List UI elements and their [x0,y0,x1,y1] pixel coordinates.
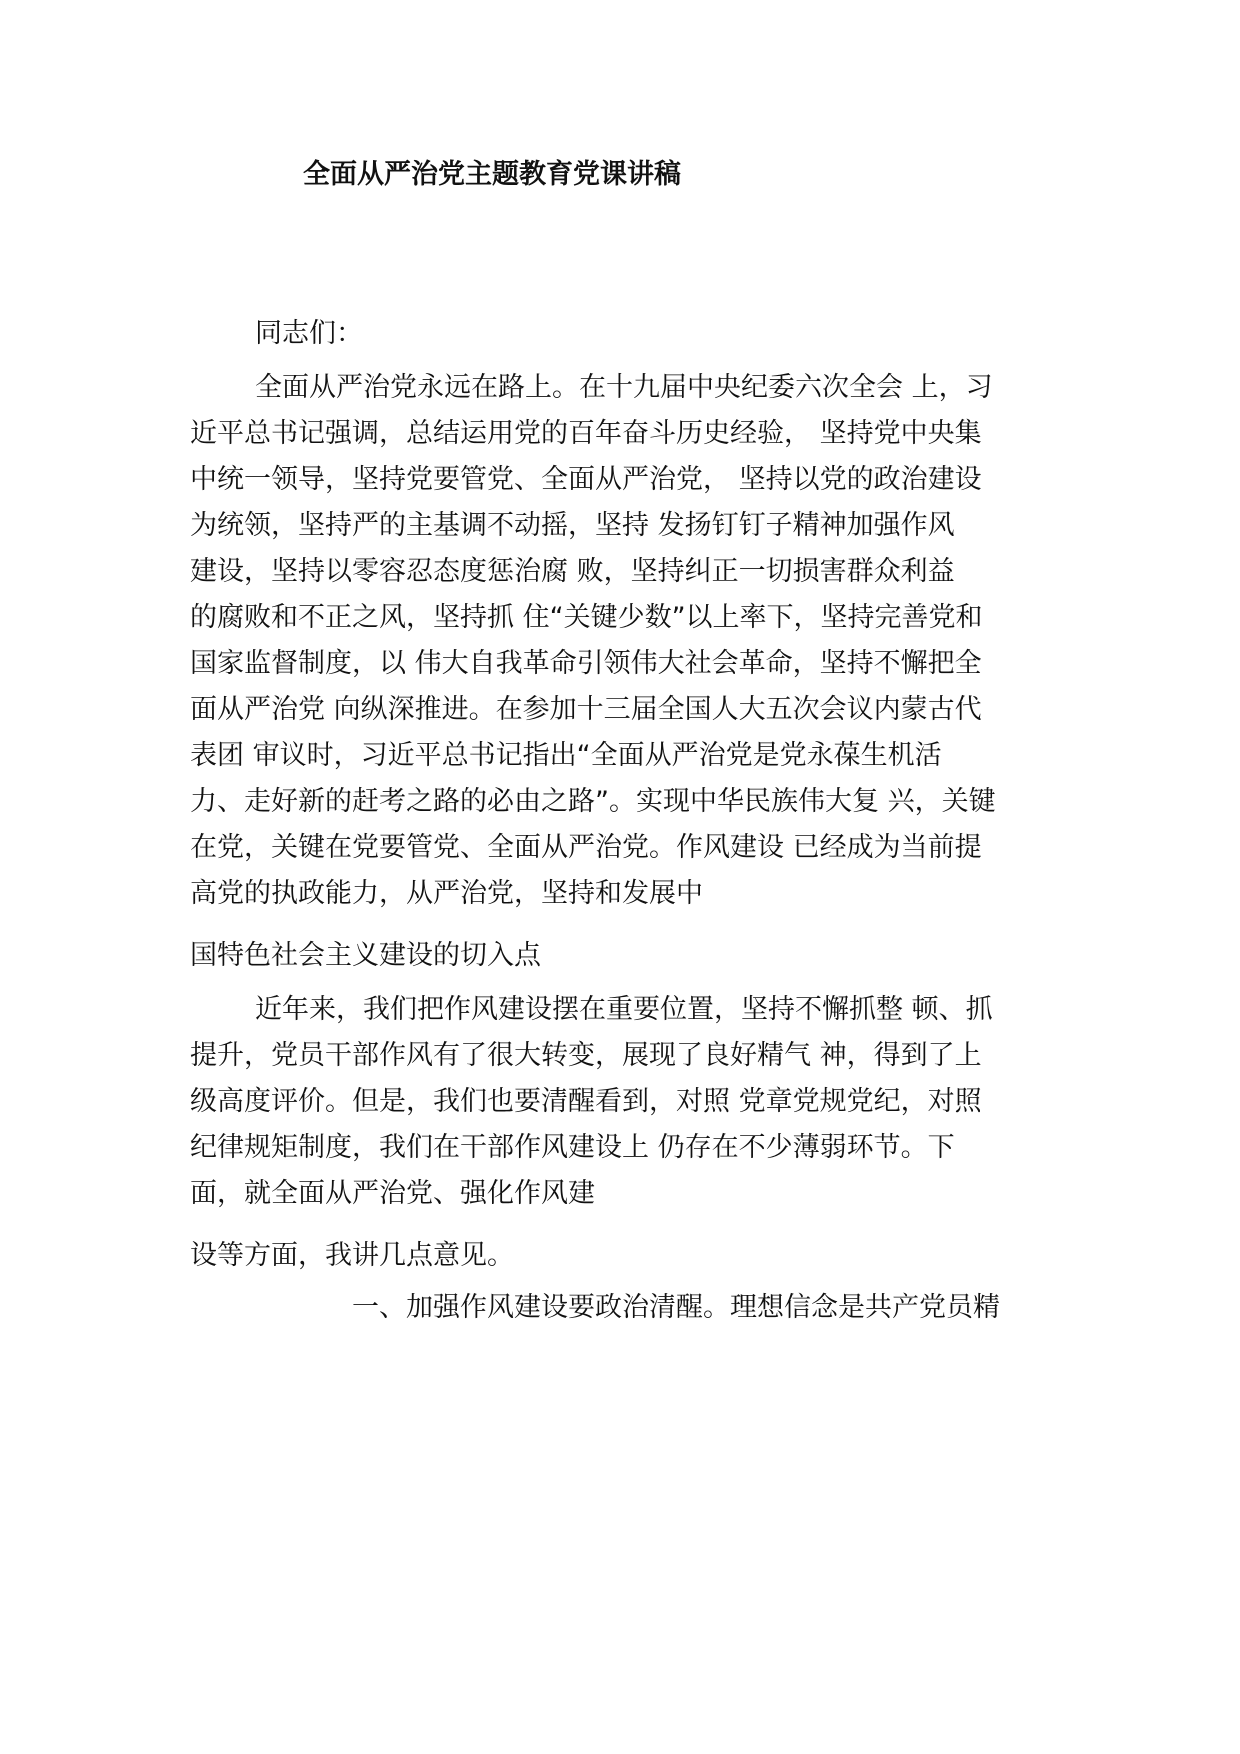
paragraph-line: 的腐败和不正之风，坚持抓 住“关键少数”以上率下，坚持完善党和 [190,602,983,633]
paragraph-line: 全面从严治党永远在路上。在十九届中央纪委六次全会 上，习 [255,372,993,403]
paragraph-line: 高党的执政能力，从严治党，坚持和发展中 [190,878,703,909]
section-heading-line: 一、加强作风建设要政治清醒。理想信念是共产党员精 [352,1292,1000,1323]
salutation: 同志们： [255,318,363,349]
paragraph-line: 在党，关键在党要管党、全面从严治党。作风建设 已经成为当前提 [190,832,982,863]
paragraph-line: 提升，党员干部作风有了很大转变，展现了良好精气 神，得到了上 [190,1040,982,1071]
paragraph-line: 近年来，我们把作风建设摆在重要位置，坚持不懈抓整 顿、抓 [255,994,993,1025]
paragraph-line: 为统领，坚持严的主基调不动摇，坚持 发扬钉钉子精神加强作风 [190,510,955,541]
paragraph-line: 中统一领导，坚持党要管党、全面从严治党， 坚持以党的政治建设 [190,464,982,495]
paragraph-line: 国特色社会主义建设的切入点 [190,940,541,971]
paragraph-line: 近平总书记强调，总结运用党的百年奋斗历史经验， 坚持党中央集 [190,418,982,449]
paragraph-line: 面从严治党 向纵深推进。在参加十三届全国人大五次会议内蒙古代 [190,694,982,725]
paragraph-line: 面，就全面从严治党、强化作风建 [190,1178,595,1209]
document-title: 全面从严治党主题教育党课讲稿 [303,159,681,190]
paragraph-line: 设等方面，我讲几点意见。 [190,1240,514,1271]
paragraph-line: 纪律规矩制度，我们在干部作风建设上 仍存在不少薄弱环节。下 [190,1132,955,1163]
paragraph-line: 表团 审议时，习近平总书记指出“全面从严治党是党永葆生机活 [190,740,942,771]
paragraph-line: 级高度评价。但是，我们也要清醒看到，对照 党章党规党纪，对照 [190,1086,982,1117]
paragraph-line: 力、走好新的赶考之路的必由之路”。实现中华民族伟大复 兴，关键 [190,786,996,817]
paragraph-line: 建设，坚持以零容忍态度惩治腐 败，坚持纠正一切损害群众利益 [190,556,955,587]
paragraph-line: 国家监督制度，以 伟大自我革命引领伟大社会革命，坚持不懈把全 [190,648,982,679]
